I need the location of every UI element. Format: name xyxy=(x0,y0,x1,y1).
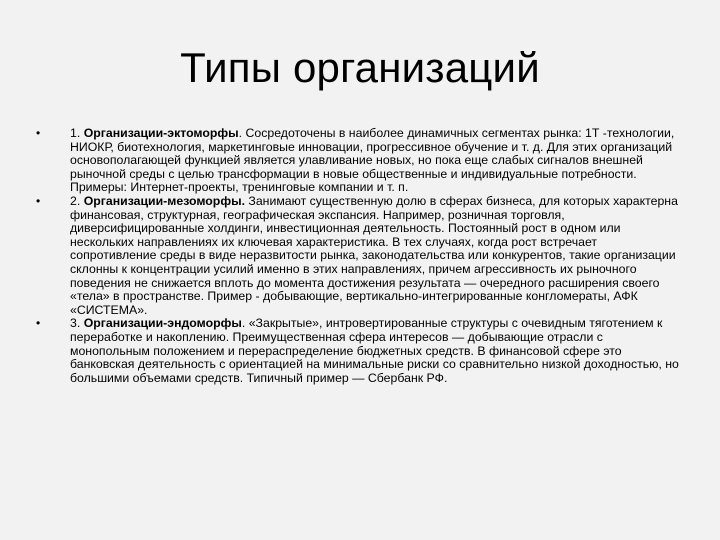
bullet-icon: • xyxy=(36,193,41,208)
item-description: . «Закрытые», интровертированные структуры с очевидным тяготением к переработке и накоплению. Преимущественная сфера интересов — добывающие отрасли с монопольным положением и перераспределение бюджетных средств. В финансовой сфере это банковская деятельность с ориентацией на минимальные риски со сравнительно низкой доходностью, но большими объемами средств. Типичный пример — Сбербанк РФ. xyxy=(70,316,679,385)
list-item xyxy=(36,127,686,195)
bullet-list xyxy=(36,127,686,385)
list-item xyxy=(36,195,686,317)
bullet-icon: • xyxy=(36,126,41,140)
item-number: 2. xyxy=(70,193,84,208)
list-item-text xyxy=(70,195,686,317)
item-number: 3. xyxy=(70,316,84,331)
item-description: Занимают существенную долю в сферах бизнеса, для которых характерна финансовая, структурная, географическая экспансия. Например, розничная торговля, диверсифицированные холдинги, инвестиционная деятельность. Постоянный рост в одном или нескольких направлениях их ключевая характеристика. В тех случаях, когда рост встречает сопротивление среды в виде неразвитости рынка, законодательства или конкурентов, такие организации склонны к концентрации усилий именно в этих направлениях, причем агрессивность их рыночного поведения не снижается вплоть до момента достижения результата — очередного расширения своего «тела» в пространстве. Пример - добывающие, вертикально-интегрированные конгломераты, АФК «СИСТЕМА». xyxy=(70,193,678,317)
slide-title: Типы организаций xyxy=(180,44,540,91)
list-item xyxy=(36,317,686,385)
item-number: 1. xyxy=(70,126,84,140)
item-heading: Организации-эндоморфы xyxy=(83,316,242,331)
item-heading: Организации-мезоморфы. xyxy=(83,193,245,208)
item-description: . Сосредоточены в наиболее динамичных сегментах рынка: 1Т -технологии, НИОКР, биотехнология, маркетинговые инновации, прогрессивное обучение и т. д. Для этих организаций основополагающей функцией является улавливание новых, но пока еще слабых сигналов внешней рыночной среды с целью трансформации в новые общественные и индивидуальные потребности. Примеры: Интернет-проекты, тренинговые компании и т. п. xyxy=(70,126,675,195)
bullet-icon: • xyxy=(36,316,41,331)
list-item-text xyxy=(70,317,686,385)
list-item-text xyxy=(70,127,686,195)
item-heading: Организации-эктоморфы xyxy=(83,126,239,140)
